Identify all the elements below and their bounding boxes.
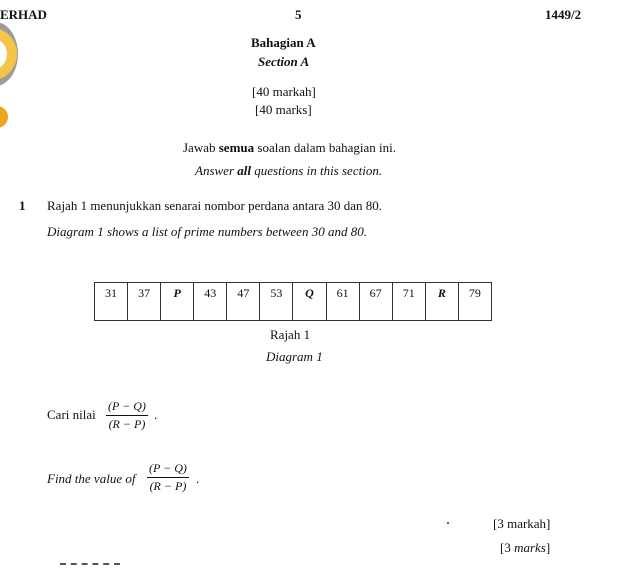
fraction-denominator-en: (R − P): [149, 479, 187, 493]
question-marks-ms: [3 markah]: [493, 516, 551, 531]
stray-dot: [447, 522, 449, 524]
question-text-ms: Rajah 1 menunjukkan senarai nombor perdana antara 30 dan 80.: [47, 198, 382, 213]
table-cell: 53: [260, 283, 293, 321]
section-marks-en: [40 marks]: [255, 102, 312, 117]
ask-en: Find the value of: [47, 471, 136, 486]
instruction-en-pre: Answer: [195, 163, 238, 178]
diagram-label-ms: Rajah 1: [270, 327, 311, 342]
decorative-ring-graphic: [0, 22, 18, 86]
table-row: [95, 283, 492, 321]
section-title-en: Section A: [258, 54, 310, 69]
table-cell: 67: [359, 283, 392, 321]
paper-code: 1449/2: [545, 7, 582, 22]
fraction-end-ms: .: [154, 407, 158, 422]
table-cell-q: Q: [293, 283, 326, 321]
fraction-ms: [106, 399, 148, 432]
fraction-denominator-ms: (R − P): [108, 417, 146, 431]
question-number: 1: [19, 198, 26, 213]
table-cell-p: P: [161, 283, 194, 321]
table-cell: 43: [194, 283, 227, 321]
table-cell: 37: [128, 283, 161, 321]
section-title-ms: Bahagian A: [251, 35, 316, 50]
fraction-end-en: .: [196, 471, 200, 486]
instruction-ms-pre: Jawab: [183, 140, 219, 155]
instruction-en-post: questions in this section.: [250, 163, 383, 178]
table-cell: 47: [227, 283, 260, 321]
instruction-en-bold: all: [237, 163, 251, 178]
ask-ms: Cari nilai: [47, 407, 96, 422]
prime-number-table: [94, 282, 492, 321]
fraction-numerator-en: (P − Q): [149, 461, 187, 475]
section-marks-ms: [40 markah]: [252, 84, 316, 99]
table-cell: 31: [95, 283, 128, 321]
diagram-label-en: Diagram 1: [266, 349, 323, 364]
instruction-ms-bold: semua: [218, 140, 255, 155]
question-text-en: Diagram 1 shows a list of prime numbers between 30 and 80.: [47, 224, 367, 239]
table-cell: 71: [392, 283, 425, 321]
table-cell-r: R: [425, 283, 458, 321]
fraction-en: [147, 461, 189, 494]
header-left-code: ERHAD: [0, 7, 47, 22]
table-cell: 79: [458, 283, 491, 321]
bottom-dash-mark: [60, 563, 120, 567]
instruction-ms: [183, 140, 396, 156]
instruction-en: [195, 163, 382, 179]
fraction-numerator-ms: (P − Q): [108, 399, 146, 413]
marks-word-en: marks: [514, 540, 546, 555]
page-number: 5: [295, 7, 302, 22]
table-cell: 61: [326, 283, 359, 321]
instruction-ms-post: soalan dalam bahagian ini.: [254, 140, 397, 155]
question-marks-en: [3 marks]: [500, 540, 551, 555]
decorative-dot-graphic: [0, 106, 8, 128]
